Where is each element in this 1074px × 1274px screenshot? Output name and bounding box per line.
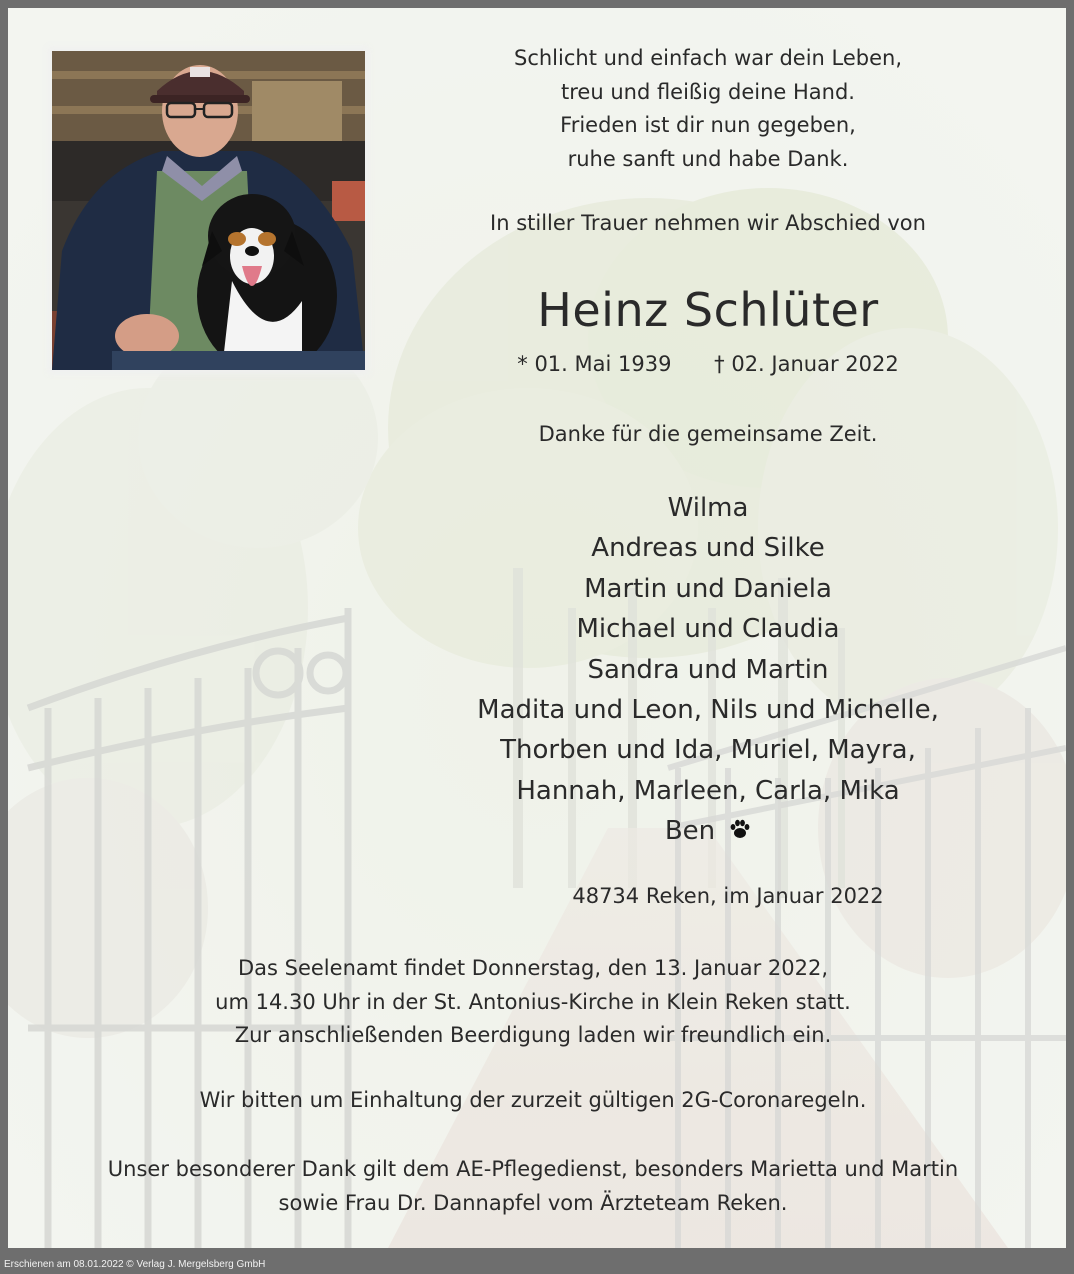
deceased-name: Heinz Schlüter — [537, 283, 879, 337]
paw-print-icon — [729, 812, 751, 852]
poem — [413, 42, 1003, 176]
poem-line: Schlicht und einfach war dein Leben, — [513, 46, 902, 70]
poem-line: Frieden ist dir nun gegeben, — [560, 113, 856, 137]
publication-footer: Erschienen am 08.01.2022 © Verlag J. Mergelsberg GmbH — [4, 1259, 266, 1270]
poem-line: treu und fleißig deine Hand. — [561, 79, 855, 104]
family-line-pet — [413, 811, 1003, 852]
service-line: Das Seelenamt findet Donnerstag, den 13. Januar 2022, — [237, 956, 829, 980]
family-line: Hannah, Marleen, Carla, Mika — [516, 775, 900, 806]
service-line: Zur anschließenden Beerdigung laden wir freundlich ein. — [234, 1023, 832, 1047]
place-date: 48734 Reken, im Januar 2022 — [572, 884, 884, 908]
obituary-notice — [8, 8, 1066, 1248]
portrait-photo — [52, 51, 365, 370]
gratitude-note — [68, 1153, 998, 1220]
death-date: † 02. Januar 2022 — [714, 352, 899, 376]
service-line: um 14.30 Uhr in der St. Antonius-Kirche in Klein Reken statt. — [215, 989, 851, 1014]
family-line: Sandra und Martin — [587, 654, 829, 685]
family-line: Madita und Leon, Nils und Michelle, — [477, 695, 939, 726]
family-line: Michael und Claudia — [576, 614, 840, 645]
life-dates — [413, 352, 1003, 376]
poem-line: ruhe sanft und habe Dank. — [567, 146, 849, 171]
service-info — [88, 952, 978, 1053]
family-line: Thorben und Ida, Muriel, Mayra, — [500, 735, 916, 766]
farewell-intro: In stiller Trauer nehmen wir Abschied von — [490, 211, 926, 235]
thanks-line: Danke für die gemeinsame Zeit. — [538, 422, 878, 446]
family-line: Andreas und Silke — [591, 533, 825, 564]
pet-name: Ben — [664, 816, 716, 847]
gratitude-line: sowie Frau Dr. Dannapfel vom Ärzteteam Reken. — [278, 1190, 788, 1215]
birth-date: * 01. Mai 1939 — [517, 352, 672, 376]
corona-note: Wir bitten um Einhaltung der zurzeit gültigen 2G-Coronaregeln. — [199, 1088, 867, 1112]
family-list — [413, 488, 1003, 852]
family-line: Wilma — [667, 493, 749, 523]
gratitude-line: Unser besonderer Dank gilt dem AE-Pflegedienst, besonders Marietta und Martin — [107, 1157, 959, 1181]
family-line: Martin und Daniela — [584, 573, 832, 604]
